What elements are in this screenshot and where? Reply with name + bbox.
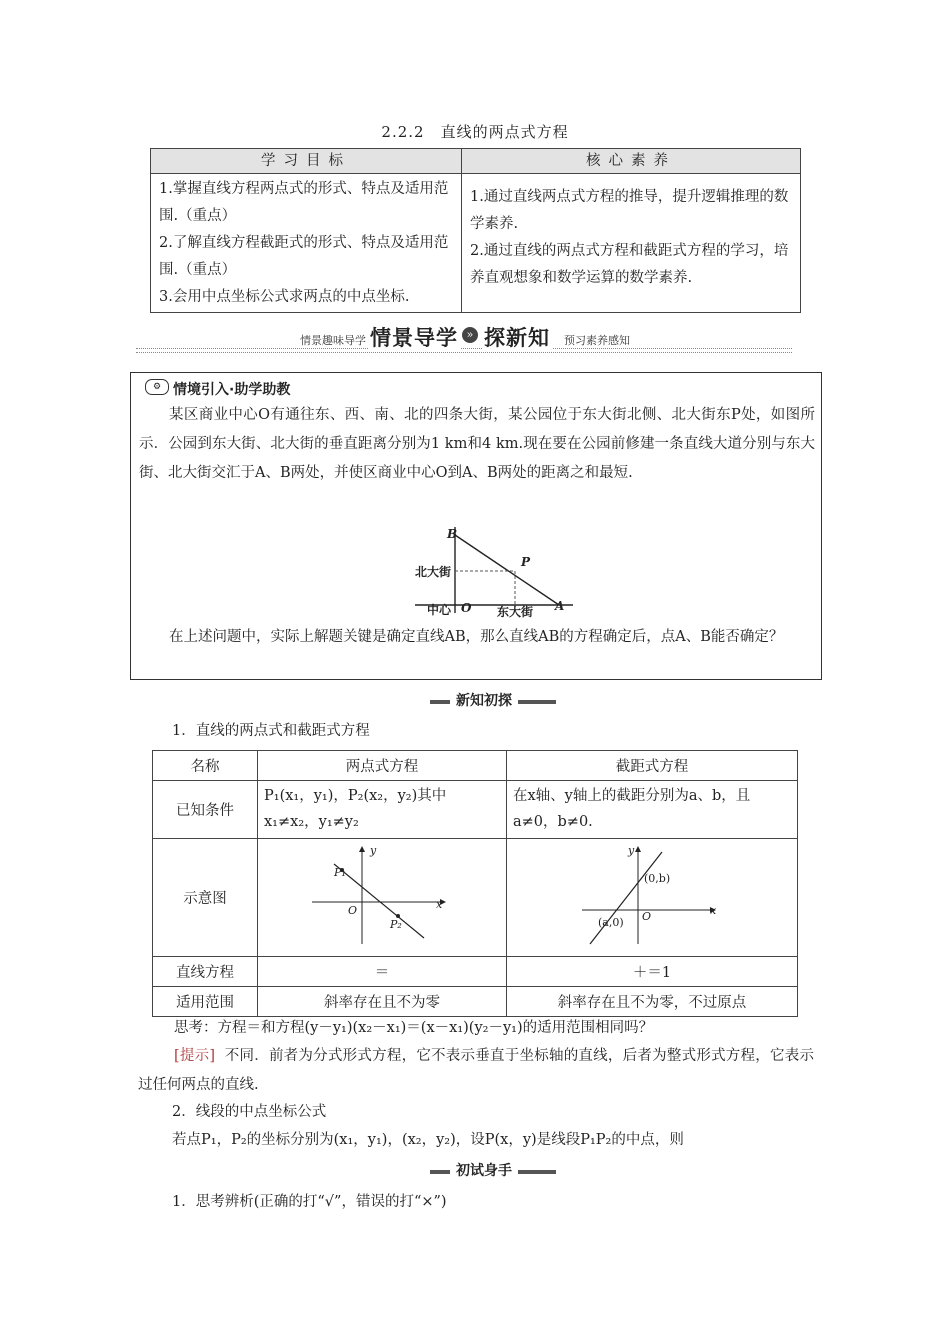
fig1-p1: P₁: [334, 865, 346, 879]
arrow-icon: »: [462, 327, 478, 343]
section-first-try: [430, 1162, 556, 1180]
hint-text: 不同．前者为分式形式方程，它不表示垂直于坐标轴的直线，后者为整式形式方程，它表示过任何两点的直线.: [138, 1048, 814, 1093]
banner-small-right: 预习素养感知: [560, 332, 634, 348]
fig2-o: O: [642, 909, 652, 923]
fig2-b-point: (0,b): [644, 871, 671, 885]
fig1-x: x: [436, 897, 443, 911]
hint-tag: [提示]: [174, 1048, 216, 1064]
label-east-street: 东大街: [497, 605, 534, 619]
banner-rule: [136, 348, 792, 353]
label-b: B: [447, 527, 458, 541]
intro-heading: 情境引入·助学助教: [173, 382, 291, 398]
th-two-point: 两点式方程: [258, 751, 507, 781]
goals-table: [150, 148, 801, 313]
two-point-equation: ＝: [258, 957, 507, 987]
intercept-diagram-cell: [507, 839, 798, 957]
goal-item: 3.会用中点坐标公式求两点的中点坐标.: [159, 289, 410, 305]
item-2: 2．线段的中点坐标公式: [172, 1104, 327, 1120]
literacy-item: 1.通过直线两点式方程的推导，提升逻辑推理的数学素养.: [470, 189, 789, 232]
row-scope-label: 适用范围: [153, 987, 258, 1017]
two-point-svg: [312, 844, 452, 952]
midpoint-statement: 若点P₁，P₂的坐标分别为(x₁，y₁)，(x₂，y₂)，设P(x，y)是线段P₁P₂的中点，则: [172, 1132, 684, 1148]
row-conditions-label: 已知条件: [153, 781, 258, 839]
road-ab-line: [455, 535, 559, 605]
label-o: O: [461, 601, 472, 615]
goals-header-right: 核心素养: [462, 149, 801, 174]
equation-table: [152, 750, 798, 1017]
fig1-y: y: [370, 843, 377, 857]
intercept-conditions: 在x轴、y轴上的截距分别为a、b，且a≠0，b≠0.: [507, 781, 798, 839]
intercept-equation: ＋＝1: [507, 957, 798, 987]
th-intercept: 截距式方程: [507, 751, 798, 781]
literacy-item: 2.通过直线的两点式方程和截距式方程的学习，培养直观想象和数学运算的数学素养.: [470, 243, 789, 286]
intro-paragraph: 某区商业中心O有通往东、西、南、北的四条大街，某公园位于东大街北侧、北大街东P处，如图所示．公园到东大街、北大街的垂直距离分别为1 km和4 km.现在要在公园前修建一条直线大道分别与东大街、北大街交汇于A、B两处，并使区商业中心O到A、B两处的距离之和最短.: [139, 407, 815, 481]
fig1-o: O: [348, 903, 358, 917]
label-north-street: 北大街: [415, 565, 452, 579]
banner-big-right: 探新知: [482, 322, 552, 352]
section-new-knowledge: [430, 692, 556, 710]
intercept-svg: [582, 844, 722, 952]
fig2-a-point: (a,0): [598, 915, 624, 929]
goal-item: 2.了解直线方程截距式的形式、特点及适用范围.（重点）: [159, 235, 449, 278]
banner-small-left: 情景趣味导学: [296, 332, 370, 348]
intercept-scope: 斜率存在且不为零，不过原点: [507, 987, 798, 1017]
goal-item: 1.掌握直线方程两点式的形式、特点及适用范围.（重点）: [159, 181, 449, 224]
two-point-conditions: P₁(x₁，y₁)，P₂(x₂，y₂)其中x₁≠x₂，y₁≠y₂: [258, 781, 507, 839]
th-name: 名称: [153, 751, 258, 781]
section-label: 初试身手: [450, 1160, 518, 1180]
label-p: P: [521, 555, 531, 569]
two-point-diagram: [312, 844, 452, 952]
fig2-x: x: [710, 903, 717, 917]
goals-header-left: 学习目标: [151, 149, 462, 174]
page-title: 2.2.2 直线的两点式方程: [381, 123, 569, 141]
section-banner: [136, 322, 792, 358]
exercise-1: 1．思考辨析(正确的打“√”，错误的打“×”): [172, 1194, 447, 1210]
section-label: 新知初探: [450, 690, 518, 710]
fig2-y: y: [628, 843, 635, 857]
goals-left-cell: [151, 174, 462, 313]
intercept-diagram: [582, 844, 722, 952]
row-equation-label: 直线方程: [153, 957, 258, 987]
hint-paragraph: [138, 1042, 814, 1100]
intro-box: [130, 372, 822, 680]
label-center: 中心: [427, 603, 452, 617]
label-a: A: [555, 599, 565, 613]
fig1-p2: P₂: [390, 917, 402, 931]
think-question: 思考：方程＝和方程(y－y₁)(x₂－x₁)＝(x－x₁)(y₂－y₁)的适用范围相同吗？: [174, 1020, 654, 1036]
scenario-icon: ⚙: [145, 379, 169, 395]
banner-big-left: 情景导学: [368, 322, 460, 352]
row-diagram-label: 示意图: [153, 839, 258, 957]
two-point-scope: 斜率存在且不为零: [258, 987, 507, 1017]
intro-question: 在上述问题中，实际上解题关键是确定直线AB，那么直线AB的方程确定后，点A、B能否确定？: [169, 629, 784, 645]
goals-right-cell: [462, 174, 801, 313]
two-point-diagram-cell: [258, 839, 507, 957]
item-1: 1．直线的两点式和截距式方程: [172, 723, 370, 739]
